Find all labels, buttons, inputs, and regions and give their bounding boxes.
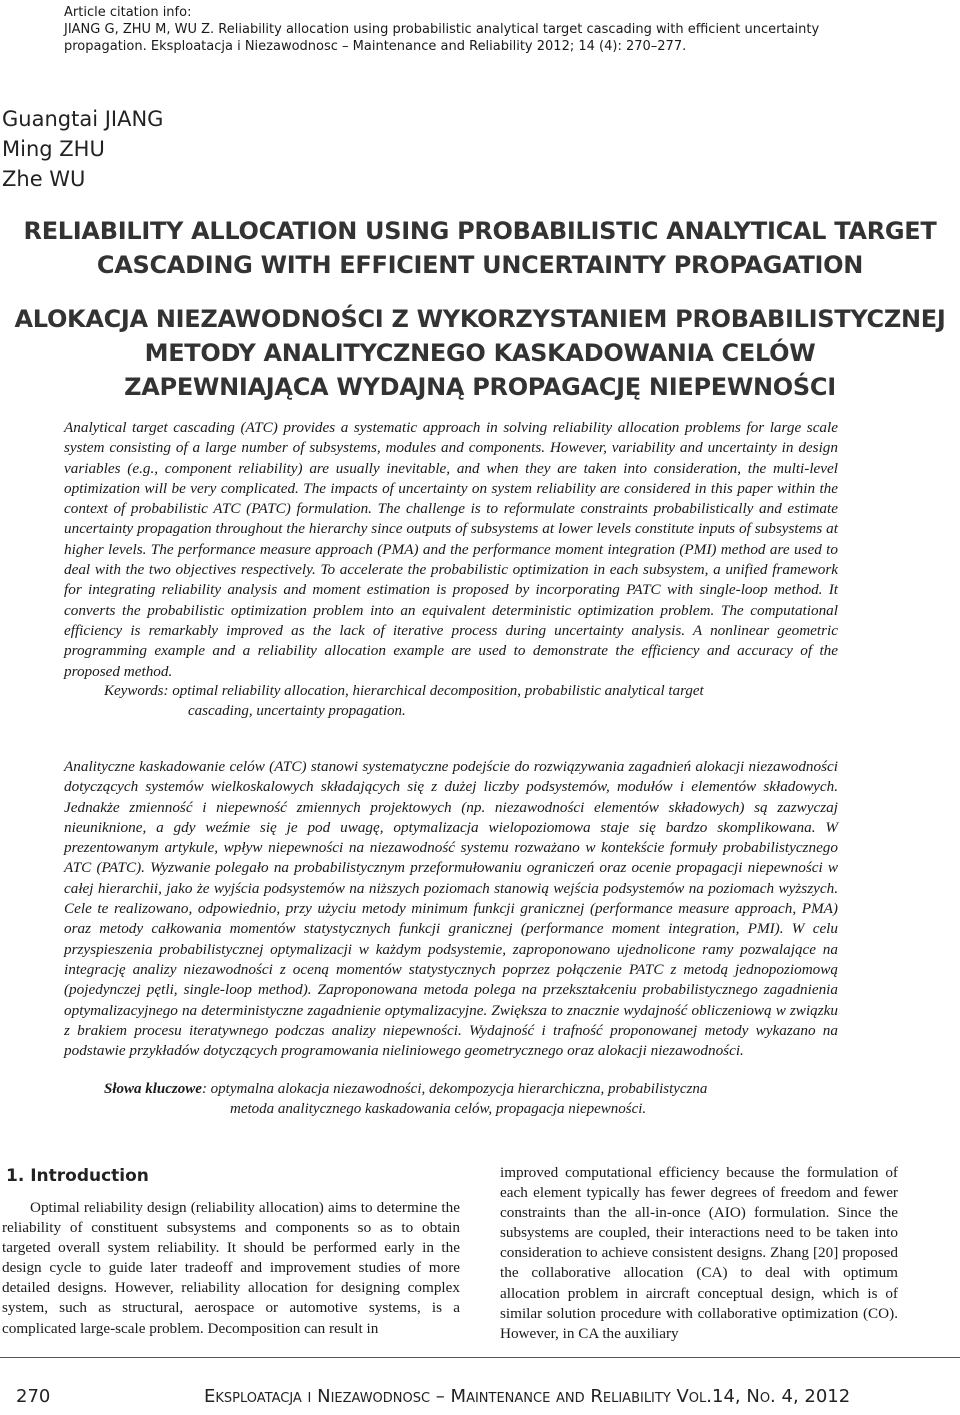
author-list	[2, 104, 163, 194]
abstract-polish-text: Analityczne kaskadowanie celów (ATC) stanowi systematyczne podejście do rozwiązywania zagadnień alokacji niezawodności dotyczących systemów wielkoskalowych składających się z dużej liczby podsystemów, modułów i elementów składowych. Jednakże zmienność i niepewność zmiennych projektowych (np. niezawodności elementów składowych) są zazwyczaj nieuniknione, a gdy weźmie się je pod uwagę, optymalizacja wielopoziomowa staje się bardzo skomplikowana. W prezentowanym artykule, wpływ niepewności na niezawodność systemu rozważano w kontekście formuły probabilistycznego ATC (PATC). Wyzwanie polegało na probabilistycznym przeformułowaniu ograniczeń oraz ocenie propagacji niepewności w całej hierarchii, jako że wyjścia podsystemów na niższych poziomach stanowią wejścia podsystemów na poziomach wyższych. Cele te realizowano, odpowiednio, przy użyciu metody minimum funkcji granicznej (performance measure approach, PMA) oraz metody całkowania momentów statystycznych funkcji granicznej (performance moment integration, PMI). W celu przyspieszenia probabilistycznej optymalizacji w każdym podsystemie, zaproponowano ujednolicone ramy pozwalające na integrację analizy niezawodności z oceną momentów statystycznych poprzez połączenie PATC z metodą jednopoziomową (pojedynczej pętli, single-loop method). Zaproponowana metoda polega na przekształceniu probabilistycznego zagadnienia optymalizacyjnego na deterministyczne zagadnienie optymalizacyjne. Zwiększa to znacznie wydajność obliczeniową w związku z brakiem procesu iteratywnego podczas analizy niepewności. Wydajność i trafność proponowanej metody wykazano na podstawie przykładów dotyczących programowania nieliniowego geometrycznego oraz alokacji niezawodności.	[64, 758, 838, 1060]
page-number: 270	[16, 1386, 51, 1407]
keywords-english-line2: cascading, uncertainty propagation.	[188, 703, 406, 719]
keywords-polish-line1: : optymalna alokacja niezawodności, dekompozycja hierarchiczna, probabilistyczna	[201, 1081, 708, 1097]
body-paragraph: Optimal reliability design (reliability allocation) aims to determine the reliability of constituent subsystems and components so as to obtain targeted overall system reliability. It should be performed early in the design cycle to guide later tradeoff and improvement studies of more detailed designs. However, reliability allocation for designing complex system, such as structural, aerospace or automotive systems, is a complicated large-scale problem. Decomposition can result in	[2, 1199, 460, 1337]
title-english	[0, 214, 960, 282]
keywords-polish	[104, 1079, 824, 1119]
abstract-polish	[64, 757, 838, 1061]
author-name: Guangtai JIANG	[2, 107, 164, 131]
title-polish-line: METODY ANALITYCZNEGO KASKADOWANIA CELÓW	[144, 339, 816, 367]
keywords-polish-label: Słowa kluczowe	[104, 1081, 202, 1097]
footer-divider	[0, 1357, 960, 1358]
journal-footer: Eksploatacja i Niezawodnosc – Maintenance and Reliability Vol.14, No. 4, 2012	[204, 1386, 851, 1407]
abstract-english-text: Analytical target cascading (ATC) provides a systematic approach in solving reliability allocation problems for large scale system consisting of a large number of subsystems, modules and components. However, variability and uncertainty in design variables (e.g., component reliability) are usually inevitable, and when they are taken into consideration, the multi-level optimization will be very complicated. The impacts of uncertainty on system reliability are considered in this paper within the context of probabilistic ATC (PATC) formulation. The challenge is to reformulate constraints probabilistically and estimate uncertainty propagation throughout the hierarchy since outputs of subsystems at lower levels constitute inputs of subsystems at higher levels. The performance measure approach (PMA) and the performance moment integration (PMI) method are used to deal with the two objectives respectively. To accelerate the probabilistic optimization in each subsystem, a unified framework for integrating reliability analysis and moment estimation is proposed by incorporating PATC with single-loop method. It converts the probabilistic optimization problem into an equivalent deterministic optimization problem. The computational efficiency is remarkably improved as the lack of iterative process during uncertainty analysis. A nonlinear geometric programming example and a reliability allocation example are used to demonstrate the efficiency and accuracy of the proposed method.	[64, 419, 838, 680]
title-english-line: CASCADING WITH EFFICIENT UNCERTAINTY PROPAGATION	[96, 251, 864, 279]
title-polish-line: ALOKACJA NIEZAWODNOŚCI Z WYKORZYSTANIEM PROBABILISTYCZNEJ	[14, 305, 946, 333]
title-english-line: RELIABILITY ALLOCATION USING PROBABILISTIC ANALYTICAL TARGET	[23, 217, 937, 245]
abstract-english	[64, 418, 838, 682]
body-column-right	[500, 1163, 898, 1344]
citation-label: Article citation info:	[64, 5, 192, 20]
body-paragraph: improved computational efficiency because the formulation of each element typically has fewer degrees of freedom and fewer constraints than the all-in-once (AIO) formulation. Since the subsystems are coupled, their interactions need to be taken into consideration to achieve consistent designs. Zhang [20] proposed the collaborative allocation (CA) to deal with optimum allocation problem in aircraft conceptual design, which is of similar solution procedure with collaborative optimization (CO). However, in CA the auxiliary	[500, 1164, 898, 1342]
title-polish-line: ZAPEWNIAJĄCA WYDAJNĄ PROPAGACJĘ NIEPEWNOŚCI	[124, 373, 836, 401]
section-heading-introduction: 1. Introduction	[6, 1166, 149, 1186]
keywords-english-label: Keywords:	[104, 683, 169, 699]
title-polish	[0, 302, 960, 404]
keywords-english	[104, 681, 804, 721]
citation-text: JIANG G, ZHU M, WU Z. Reliability allocation using probabilistic analytical target cascading with efficient uncertainty propagation. Eksploatacja i Niezawodnosc – Maintenance and Reliability 2012; 14 (4): 270–277.	[64, 22, 820, 54]
citation-info	[64, 4, 904, 55]
author-name: Zhe WU	[2, 167, 86, 191]
body-column-left	[2, 1198, 460, 1339]
author-name: Ming ZHU	[2, 137, 105, 161]
keywords-polish-line2: metoda analitycznego kaskadowania celów, propagacja niepewności.	[230, 1101, 647, 1117]
keywords-english-line1: optimal reliability allocation, hierarchical decomposition, probabilistic analytical target	[172, 683, 704, 699]
